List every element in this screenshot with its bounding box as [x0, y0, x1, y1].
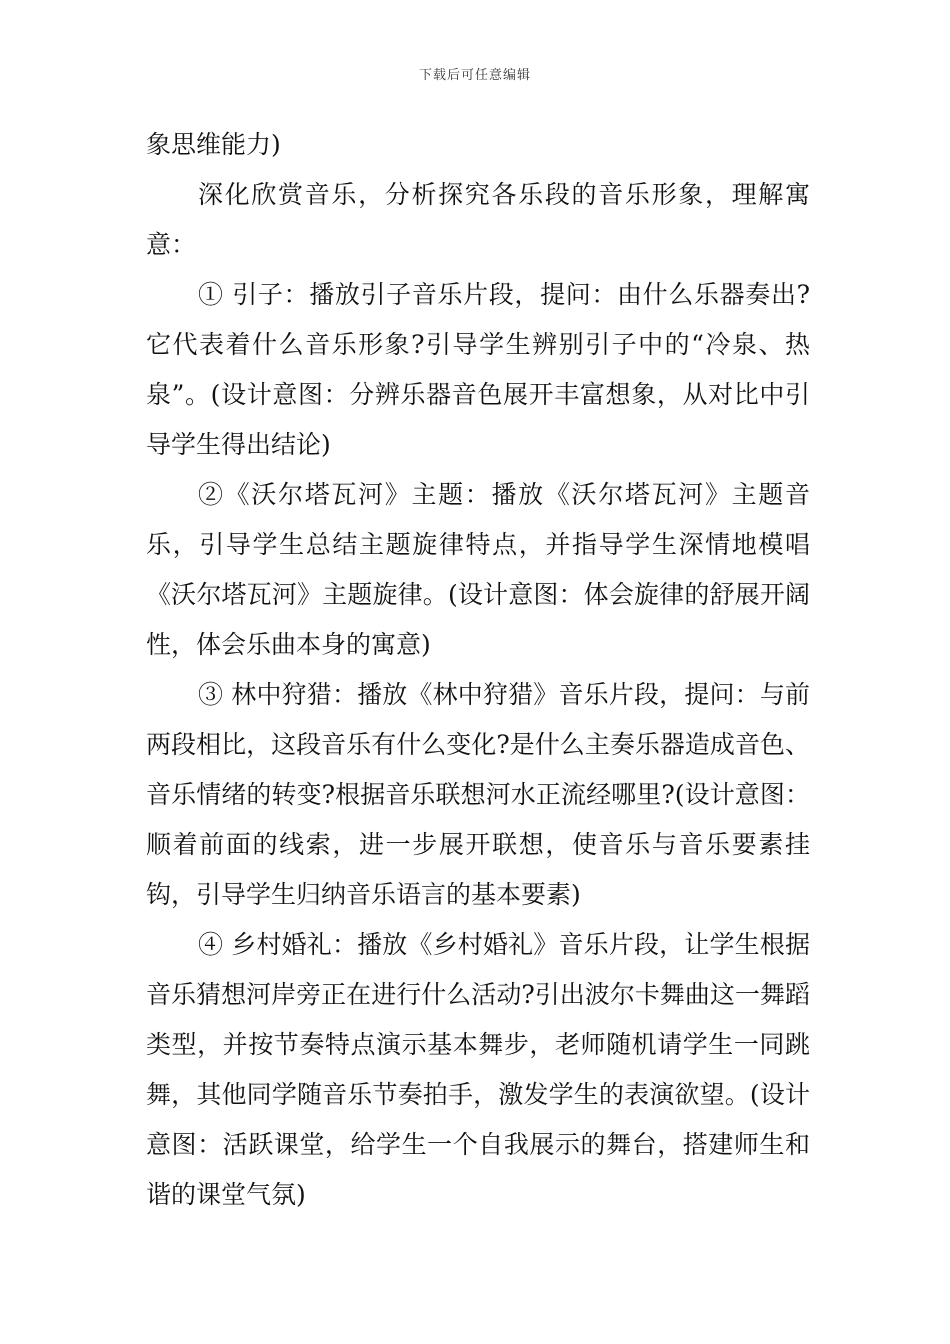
document-body [146, 120, 810, 1220]
paragraph-intro: 深化欣赏音乐，分析探究各乐段的音乐形象，理解寓意： [146, 180, 810, 259]
paragraph-item-3: ③ 林中狩猎：播放《林中狩猎》音乐片段，提问：与前两段相比，这段音乐有什么变化?是什么主奏乐器造成音色、音乐情绪的转变?根据音乐联想河水正流经哪里?(设计意图：顺着前面的线索，进一步展开联想，使音乐与音乐要素挂钩，引导学生归纳音乐语言的基本要素) [146, 680, 810, 909]
paragraph-item-1: ① 引子：播放引子音乐片段，提问：由什么乐器奏出?它代表着什么音乐形象?引导学生辨别引子中的“冷泉、热泉”。(设计意图：分辨乐器音色展开丰富想象，从对比中引导学生得出结论) [146, 280, 810, 459]
paragraph-item-2: ②《沃尔塔瓦河》主题：播放《沃尔塔瓦河》主题音乐，引导学生总结主题旋律特点，并指导学生深情地模唱《沃尔塔瓦河》主题旋律。(设计意图：体会旋律的舒展开阔性，体会乐曲本身的寓意) [146, 480, 810, 659]
paragraph-item-4: ④ 乡村婚礼：播放《乡村婚礼》音乐片段，让学生根据音乐猜想河岸旁正在进行什么活动?引出波尔卡舞曲这一舞蹈类型，并按节奏特点演示基本舞步，老师随机请学生一同跳舞，其他同学随音乐节奏拍手，激发学生的表演欲望。(设计意图：活跃课堂，给学生一个自我展示的舞台，搭建师生和谐的课堂气氛) [146, 930, 810, 1209]
page-header: 下载后可任意编辑 [418, 68, 531, 83]
paragraph-continuation: 象思维能力) [146, 130, 281, 159]
